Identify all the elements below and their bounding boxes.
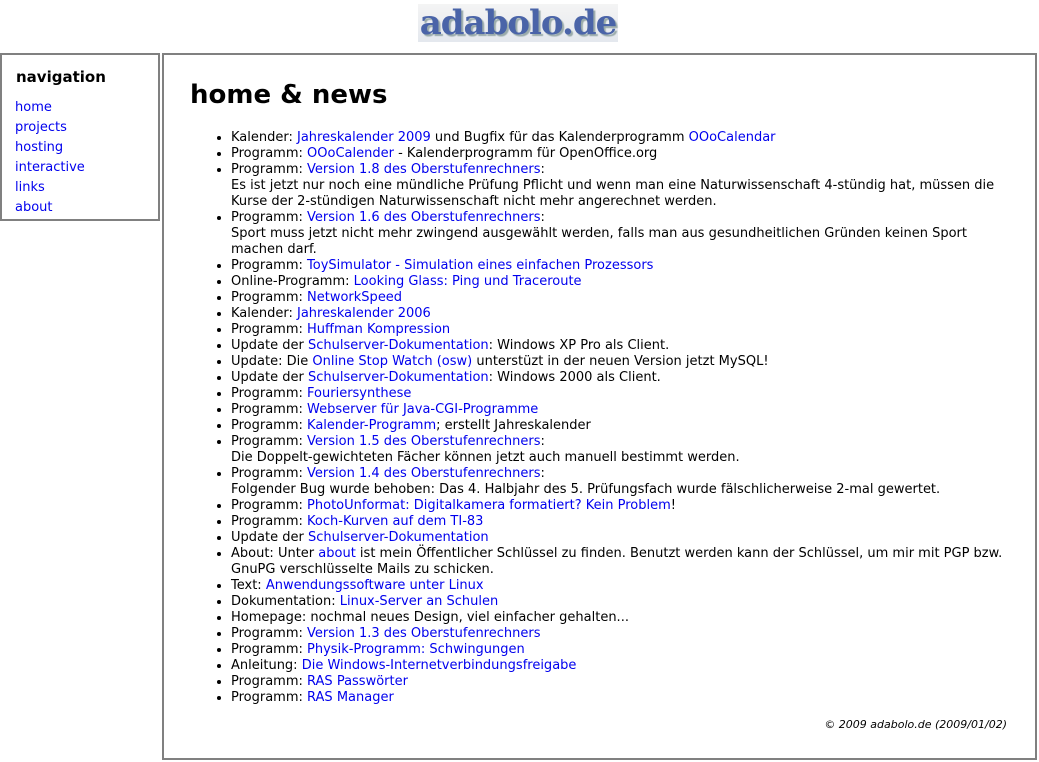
news-item <box>231 530 1011 546</box>
nav-list <box>15 98 85 218</box>
news-item <box>231 418 1011 434</box>
news-text: Kalender: <box>231 306 297 321</box>
news-item <box>231 370 1011 386</box>
news-text: Programm: <box>231 674 308 689</box>
news-text: : <box>540 434 545 449</box>
news-link[interactable]: Koch-Kurven auf dem TI-83 <box>307 514 484 529</box>
news-item <box>231 162 1011 210</box>
nav-link-interactive[interactable]: interactive <box>15 160 85 175</box>
news-link[interactable]: Huffman Kompression <box>307 322 451 337</box>
news-link[interactable]: Fouriersynthese <box>307 386 412 401</box>
news-item <box>231 466 1011 498</box>
news-item <box>231 354 1011 370</box>
nav-link-projects[interactable]: projects <box>15 120 67 135</box>
news-text: Programm: <box>231 642 308 657</box>
news-link[interactable]: Schulserver-Dokumentation <box>307 530 489 545</box>
news-item <box>231 338 1011 354</box>
news-item <box>231 130 1011 146</box>
news-link[interactable]: Physik-Programm: Schwingungen <box>307 642 525 657</box>
news-link[interactable]: RAS Manager <box>307 690 394 705</box>
news-text: Programm: <box>231 258 308 273</box>
news-text: : <box>540 210 545 225</box>
nav-link-hosting[interactable]: hosting <box>15 140 64 155</box>
news-link[interactable]: Schulserver-Dokumentation <box>307 338 489 353</box>
news-item <box>231 658 1011 674</box>
news-text: Online-Programm: <box>231 274 354 289</box>
news-link[interactable]: NetworkSpeed <box>307 290 403 305</box>
news-item <box>231 594 1011 610</box>
news-text: Programm: <box>231 386 308 401</box>
nav-item <box>15 138 85 158</box>
news-item <box>231 514 1011 530</box>
news-text: Programm: <box>231 402 308 417</box>
news-text: Programm: <box>231 418 308 433</box>
news-text: Programm: <box>231 162 308 177</box>
news-link[interactable]: Version 1.8 des Oberstufenrechners <box>307 162 541 177</box>
news-text: Update: Die <box>231 354 313 369</box>
news-item <box>231 498 1011 514</box>
news-description: Es ist jetzt nur noch eine mündliche Prüfung Pflicht und wenn man eine Naturwissenschaft 4-stündig hat, müssen die Kurse der 2-stündigen Naturwissenschaft nicht mehr angerechnet werden. <box>231 178 995 209</box>
news-text: ist mein Öffentlicher Schlüssel zu finden. Benutzt werden kann der Schlüssel, um mir mit PGP bzw. GnuPG verschlüsselte Mails zu schicken. <box>231 546 1003 577</box>
news-link[interactable]: Schulserver-Dokumentation <box>307 370 489 385</box>
news-text: Update der <box>231 530 308 545</box>
news-link[interactable]: ToySimulator - Simulation eines einfachen Prozessors <box>307 258 654 273</box>
footer-copyright: © 2009 adabolo.de (2009/01/02) <box>824 718 1007 731</box>
news-text: - Kalenderprogramm für OpenOffice.org <box>393 146 658 161</box>
news-text: : Windows 2000 als Client. <box>488 370 661 385</box>
nav-link-links[interactable]: links <box>15 180 45 195</box>
news-item <box>231 290 1011 306</box>
news-link[interactable]: Anwendungssoftware unter Linux <box>265 578 484 593</box>
news-item <box>231 146 1011 162</box>
news-text: Kalender: <box>231 130 297 145</box>
news-text: Programm: <box>231 498 308 513</box>
news-text: Programm: <box>231 322 308 337</box>
news-link[interactable]: Jahreskalender 2006 <box>297 306 431 321</box>
news-item <box>231 578 1011 594</box>
main-content <box>162 53 1037 760</box>
news-text: About: Unter <box>231 546 319 561</box>
news-text: Programm: <box>231 690 308 705</box>
news-text: und Bugfix für das Kalenderprogramm <box>430 130 689 145</box>
news-text: : <box>540 162 545 177</box>
news-description: Die Doppelt-gewichteten Fächer können jetzt auch manuell bestimmt werden. <box>231 450 740 465</box>
news-item <box>231 546 1011 578</box>
news-item <box>231 674 1011 690</box>
news-text: unterstüzt in der neuen Version jetzt MySQL! <box>472 354 769 369</box>
news-link[interactable]: PhotoUnformat: Digitalkamera formatiert? Kein Problem <box>307 498 671 513</box>
news-item <box>231 690 1011 706</box>
news-text: Update der <box>231 370 308 385</box>
news-text: Dokumentation: <box>231 594 340 609</box>
news-link[interactable]: Linux-Server an Schulen <box>339 594 499 609</box>
news-text: Programm: <box>231 466 308 481</box>
news-link[interactable]: Online Stop Watch (osw) <box>312 354 473 369</box>
news-link[interactable]: Webserver für Java-CGI-Programme <box>307 402 539 417</box>
news-link[interactable]: Version 1.4 des Oberstufenrechners <box>307 466 541 481</box>
nav-item <box>15 118 85 138</box>
nav-item <box>15 178 85 198</box>
news-item <box>231 402 1011 418</box>
news-link[interactable]: Die Windows-Internetverbindungsfreigabe <box>301 658 577 673</box>
news-text: Programm: <box>231 434 308 449</box>
news-text: Programm: <box>231 210 308 225</box>
news-link[interactable]: Version 1.3 des Oberstufenrechners <box>307 626 541 641</box>
news-description: Sport muss jetzt nicht mehr zwingend ausgewählt werden, falls man aus gesundheitlichen Gründen keinen Sport machen darf. <box>231 226 967 257</box>
news-link[interactable]: Kalender-Programm <box>307 418 437 433</box>
news-link[interactable]: RAS Passwörter <box>307 674 408 689</box>
page-title: home & news <box>190 80 388 110</box>
news-text: Programm: <box>231 626 308 641</box>
news-item <box>231 258 1011 274</box>
news-item <box>231 626 1011 642</box>
news-text: ! <box>670 498 676 513</box>
nav-link-about[interactable]: about <box>15 200 53 215</box>
navigation-box <box>0 53 160 221</box>
news-text: : <box>540 466 545 481</box>
news-text: Update der <box>231 338 308 353</box>
news-text: Homepage: nochmal neues Design, viel einfacher gehalten... <box>231 610 629 625</box>
news-text: : Windows XP Pro als Client. <box>488 338 670 353</box>
news-text: Programm: <box>231 290 308 305</box>
news-link[interactable]: about <box>318 546 356 561</box>
news-link[interactable]: Version 1.6 des Oberstufenrechners <box>307 210 541 225</box>
news-text: Programm: <box>231 514 308 529</box>
news-text: Text: <box>231 578 266 593</box>
news-description: Folgender Bug wurde behoben: Das 4. Halbjahr des 5. Prüfungsfach wurde fälschlicherweise 2-mal gewertet. <box>231 482 941 497</box>
news-item <box>231 306 1011 322</box>
nav-link-home[interactable]: home <box>15 100 52 115</box>
nav-item <box>15 158 85 178</box>
news-item <box>231 642 1011 658</box>
nav-item <box>15 98 85 118</box>
news-list <box>190 130 1011 706</box>
site-logo[interactable]: adabolo.de <box>419 3 617 43</box>
news-item <box>231 210 1011 258</box>
news-item <box>231 386 1011 402</box>
news-link[interactable]: Jahreskalender 2009 <box>297 130 431 145</box>
news-text: Anleitung: <box>231 658 302 673</box>
news-link[interactable]: Looking Glass: Ping und Traceroute <box>353 274 582 289</box>
navigation-heading: navigation <box>16 68 106 86</box>
news-text: ; erstellt Jahreskalender <box>436 418 591 433</box>
news-item <box>231 322 1011 338</box>
news-text: Programm: <box>231 146 308 161</box>
nav-item <box>15 198 85 218</box>
news-link[interactable]: OOoCalendar <box>688 130 776 145</box>
news-link[interactable]: Version 1.5 des Oberstufenrechners <box>307 434 541 449</box>
news-item <box>231 274 1011 290</box>
news-item <box>231 434 1011 466</box>
news-link[interactable]: OOoCalender <box>307 146 394 161</box>
news-item <box>231 610 1011 626</box>
